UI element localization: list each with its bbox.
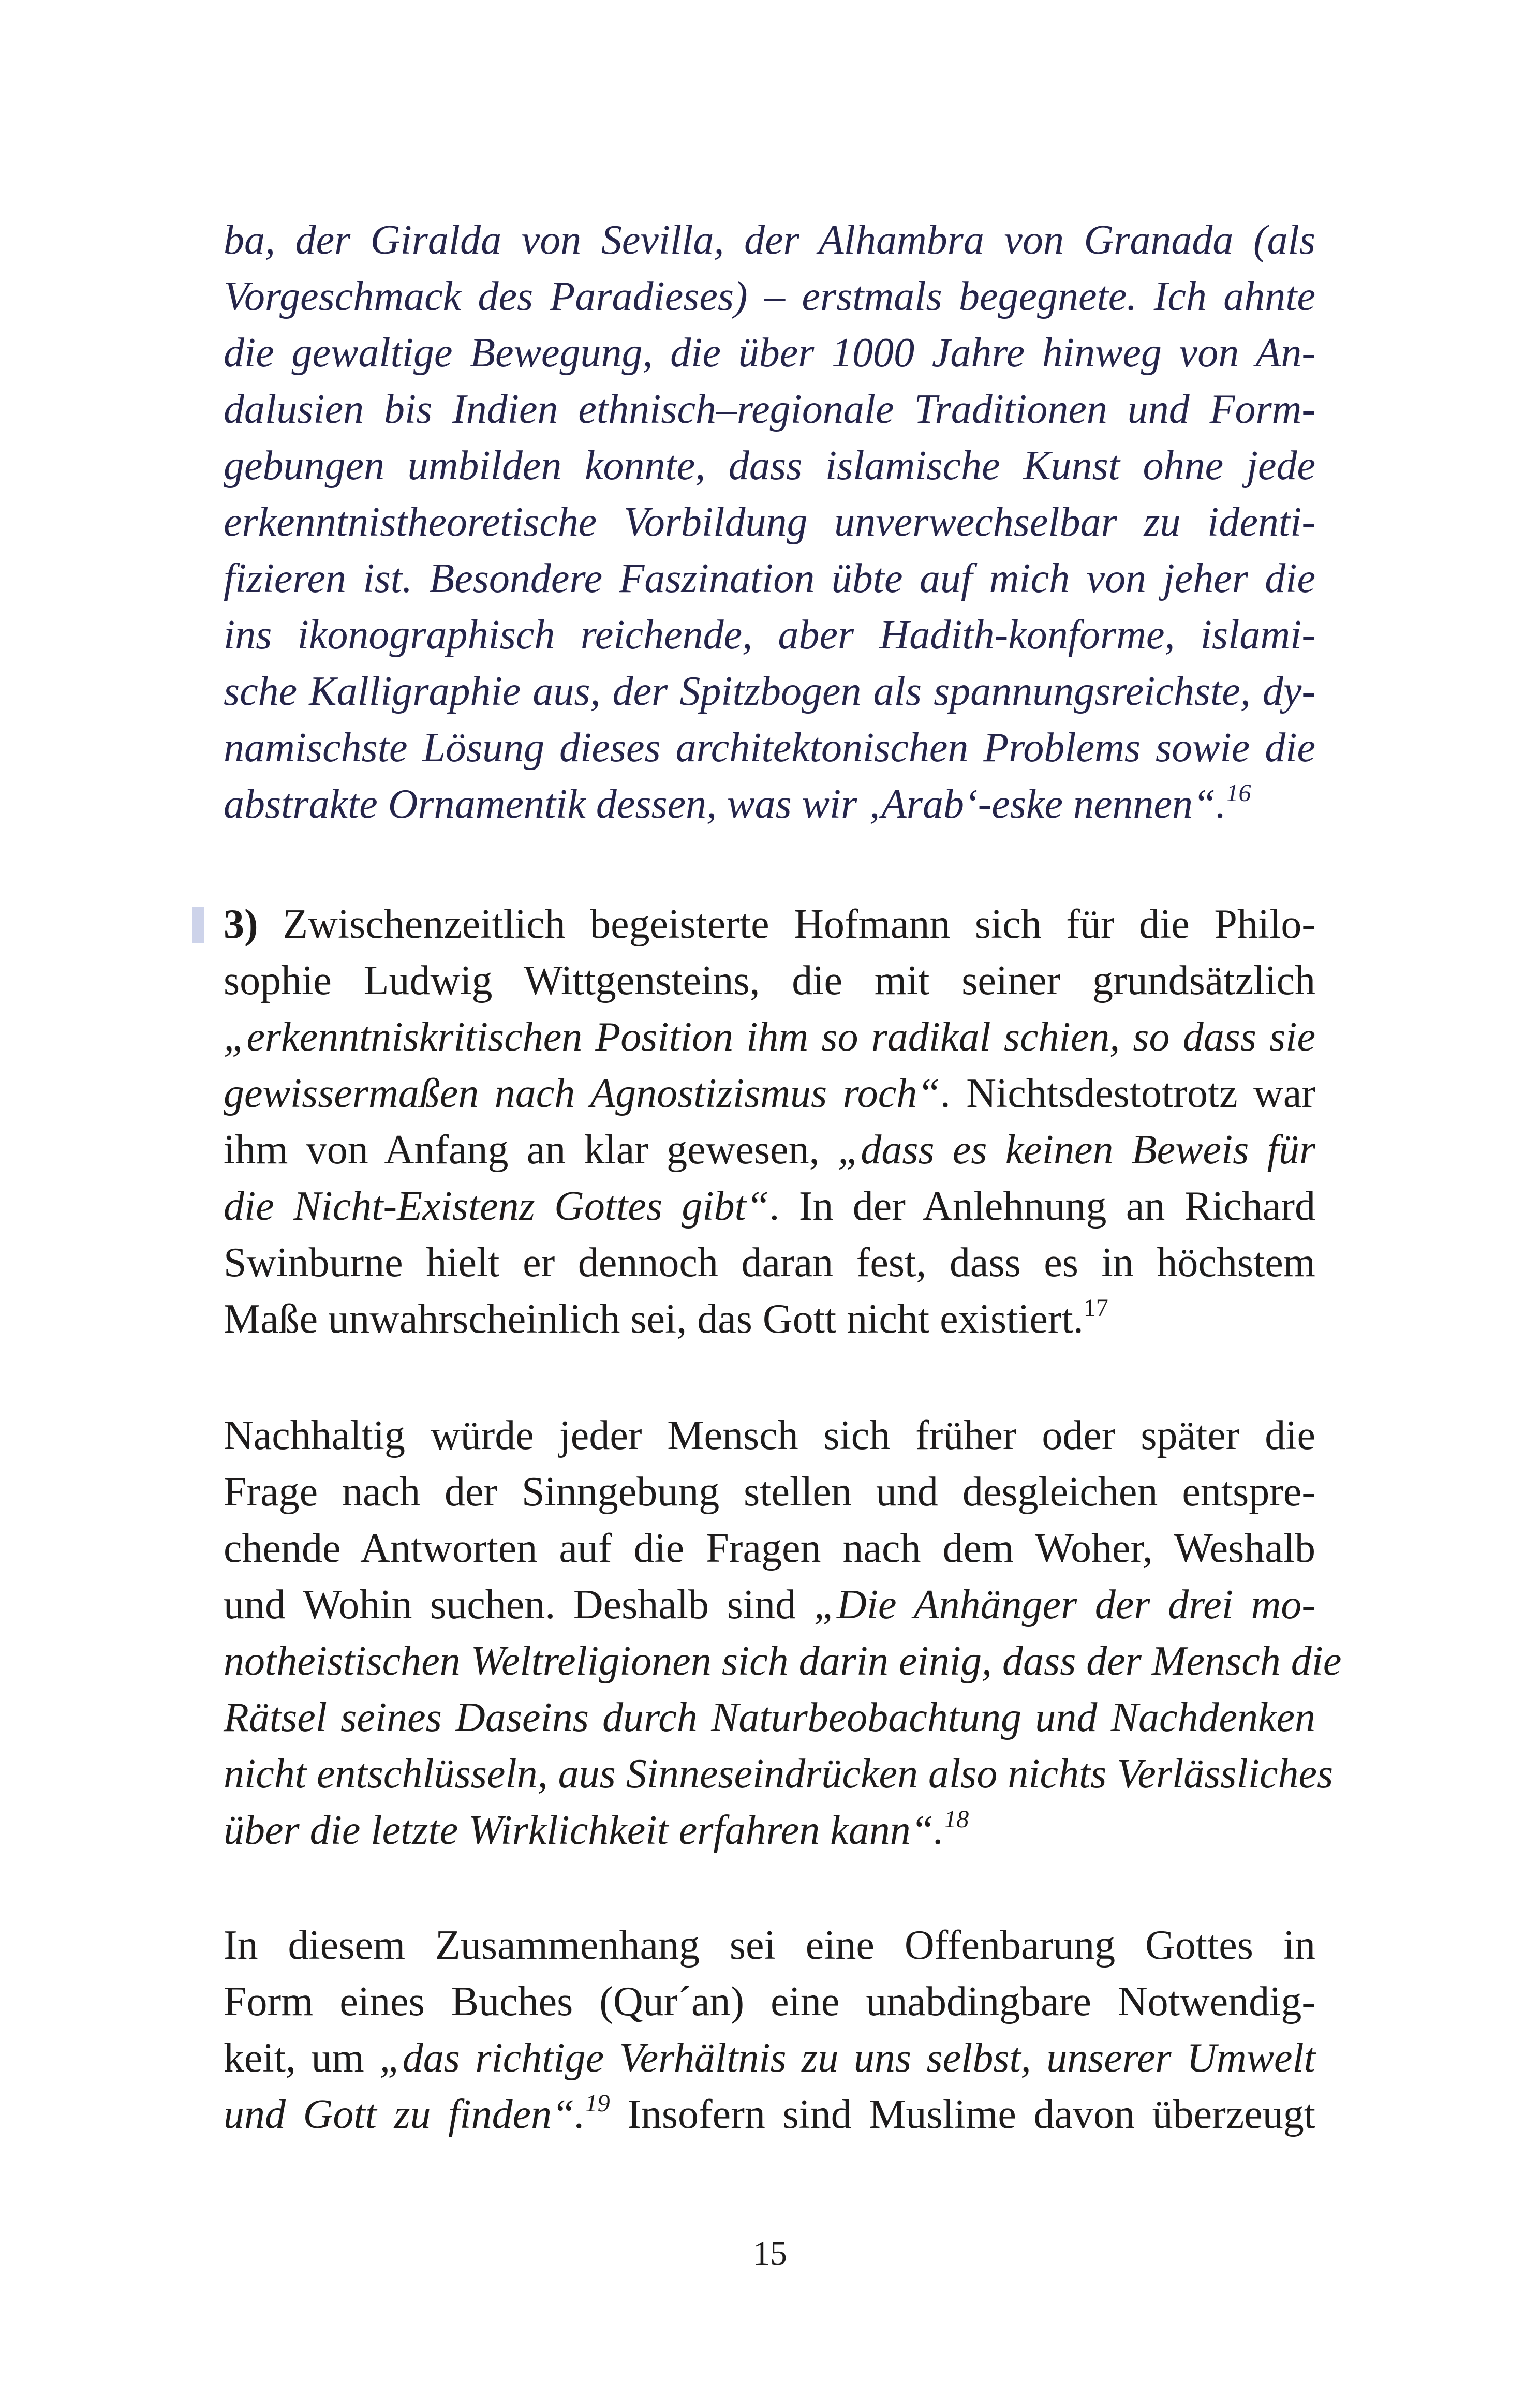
paragraph-line [224, 896, 1315, 953]
line-text: Maße unwahrscheinlich sei, das Gott nicht existiert. [224, 1296, 1084, 1342]
paragraph-line: Frage nach der Sinngebung stellen und desgleichen entspre- [224, 1469, 1315, 1515]
line-text: . Nichtsdestotrotz war [940, 1071, 1316, 1116]
quote-line: erkenntnistheoretische Vorbildung unverwechselbar zu identi- [224, 499, 1315, 545]
line-text: Zwischenzeitlich begeisterte Hofmann sich für die Philo- [283, 901, 1316, 947]
page-number: 15 [753, 2235, 787, 2272]
line-text: . In der Anlehnung an Richard [769, 1184, 1315, 1229]
paragraph-3 [224, 1917, 1315, 2143]
footnote-ref-18: 18 [944, 1806, 969, 1833]
quote-block [224, 212, 1315, 833]
paragraph-line: „erkenntniskritischen Position ihm so radikal schien, so dass sie [224, 1014, 1315, 1060]
section-marker [192, 907, 204, 943]
line-text: ihm von Anfang an klar gewesen, [224, 1127, 838, 1173]
paragraph-line: Rätsel seines Daseins durch Naturbeobachtung und Nachdenken [224, 1695, 1315, 1740]
footnote-ref-19: 19 [585, 2090, 610, 2117]
paragraph-line [224, 1178, 1315, 1235]
paragraph-line: Swinburne hielt er dennoch daran fest, dass es in höchstem [224, 1240, 1315, 1285]
quote-line: ins ikonographisch reichende, aber Hadith-konforme, islami- [224, 612, 1315, 658]
paragraph-line: nicht entschlüsseln, aus Sinneseindrücken also nichts Verlässliches [224, 1751, 1334, 1797]
footnote-ref-16: 16 [1226, 779, 1251, 807]
line-text: keit, um [224, 2035, 380, 2081]
paragraph-line [224, 1802, 1315, 1859]
paragraph-line [224, 2087, 1315, 2143]
line-text: und Wohin suchen. Deshalb sind [224, 1582, 814, 1628]
paragraph-line [224, 1066, 1315, 1122]
paragraph-line: Form eines Buches (Qur´an) eine unabdingbare Notwendig- [224, 1979, 1315, 2024]
line-italic: „das richtige Verhältnis zu uns selbst, unserer Umwelt [379, 2035, 1316, 2081]
quote-last-text: abstrakte Ornamentik dessen, was wir ‚Arab‘-eske nennen“. [224, 781, 1226, 827]
paragraph-line: In diesem Zusammenhang sei eine Offenbarung Gottes in [224, 1922, 1315, 1968]
paragraph-2 [224, 1408, 1342, 1859]
line-italic: „dass es keinen Beweis für [837, 1127, 1315, 1173]
line-italic: und Gott zu finden“. [224, 2092, 585, 2137]
quote-line: namischste Lösung dieses architektonischen Problems sowie die [224, 725, 1315, 771]
line-italic: gewissermaßen nach Agnostizismus roch“ [224, 1071, 940, 1116]
section-number: 3) [224, 901, 258, 947]
quote-line: ba, der Giralda von Sevilla, der Alhambra von Granada (als [224, 217, 1315, 263]
quote-line: sche Kalligraphie aus, der Spitzbogen als spannungsreichste, dy- [224, 669, 1315, 714]
paragraph-line [224, 2030, 1315, 2087]
line-italic: über die letzte Wirklichkeit erfahren kann“. [224, 1808, 944, 1853]
paragraph-line: Nachhaltig würde jeder Mensch sich früher oder später die [224, 1413, 1315, 1458]
quote-last-line [224, 776, 1315, 833]
quote-line: die gewaltige Bewegung, die über 1000 Jahre hinweg von An- [224, 330, 1315, 376]
quote-line: fizieren ist. Besondere Faszination übte auf mich von jeher die [224, 556, 1315, 601]
paragraph-line [224, 1291, 1315, 1348]
quote-line: Vorgeschmack des Paradieses) – erstmals begegnete. Ich ahnte [224, 274, 1315, 319]
paragraph-line [224, 1122, 1315, 1178]
section-3-paragraph [224, 896, 1315, 1348]
paragraph-line: sophie Ludwig Wittgensteins, die mit seiner grundsätzlich [224, 958, 1315, 1003]
paragraph-line: notheistischen Weltreligionen sich darin einig, dass der Mensch die [224, 1638, 1342, 1684]
quote-line: dalusien bis Indien ethnisch–regionale Traditionen und Form- [224, 387, 1315, 432]
line-text: Insofern sind Muslime davon überzeugt [610, 2092, 1315, 2137]
line-italic: „Die Anhänger der drei mo- [813, 1582, 1315, 1628]
paragraph-line [224, 1577, 1315, 1633]
footnote-ref-17: 17 [1083, 1294, 1108, 1322]
paragraph-line: chende Antworten auf die Fragen nach dem Woher, Weshalb [224, 1526, 1315, 1571]
line-italic: die Nicht-Existenz Gottes gibt“ [224, 1184, 769, 1229]
quote-line: gebungen umbilden konnte, dass islamische Kunst ohne jede [224, 443, 1315, 489]
